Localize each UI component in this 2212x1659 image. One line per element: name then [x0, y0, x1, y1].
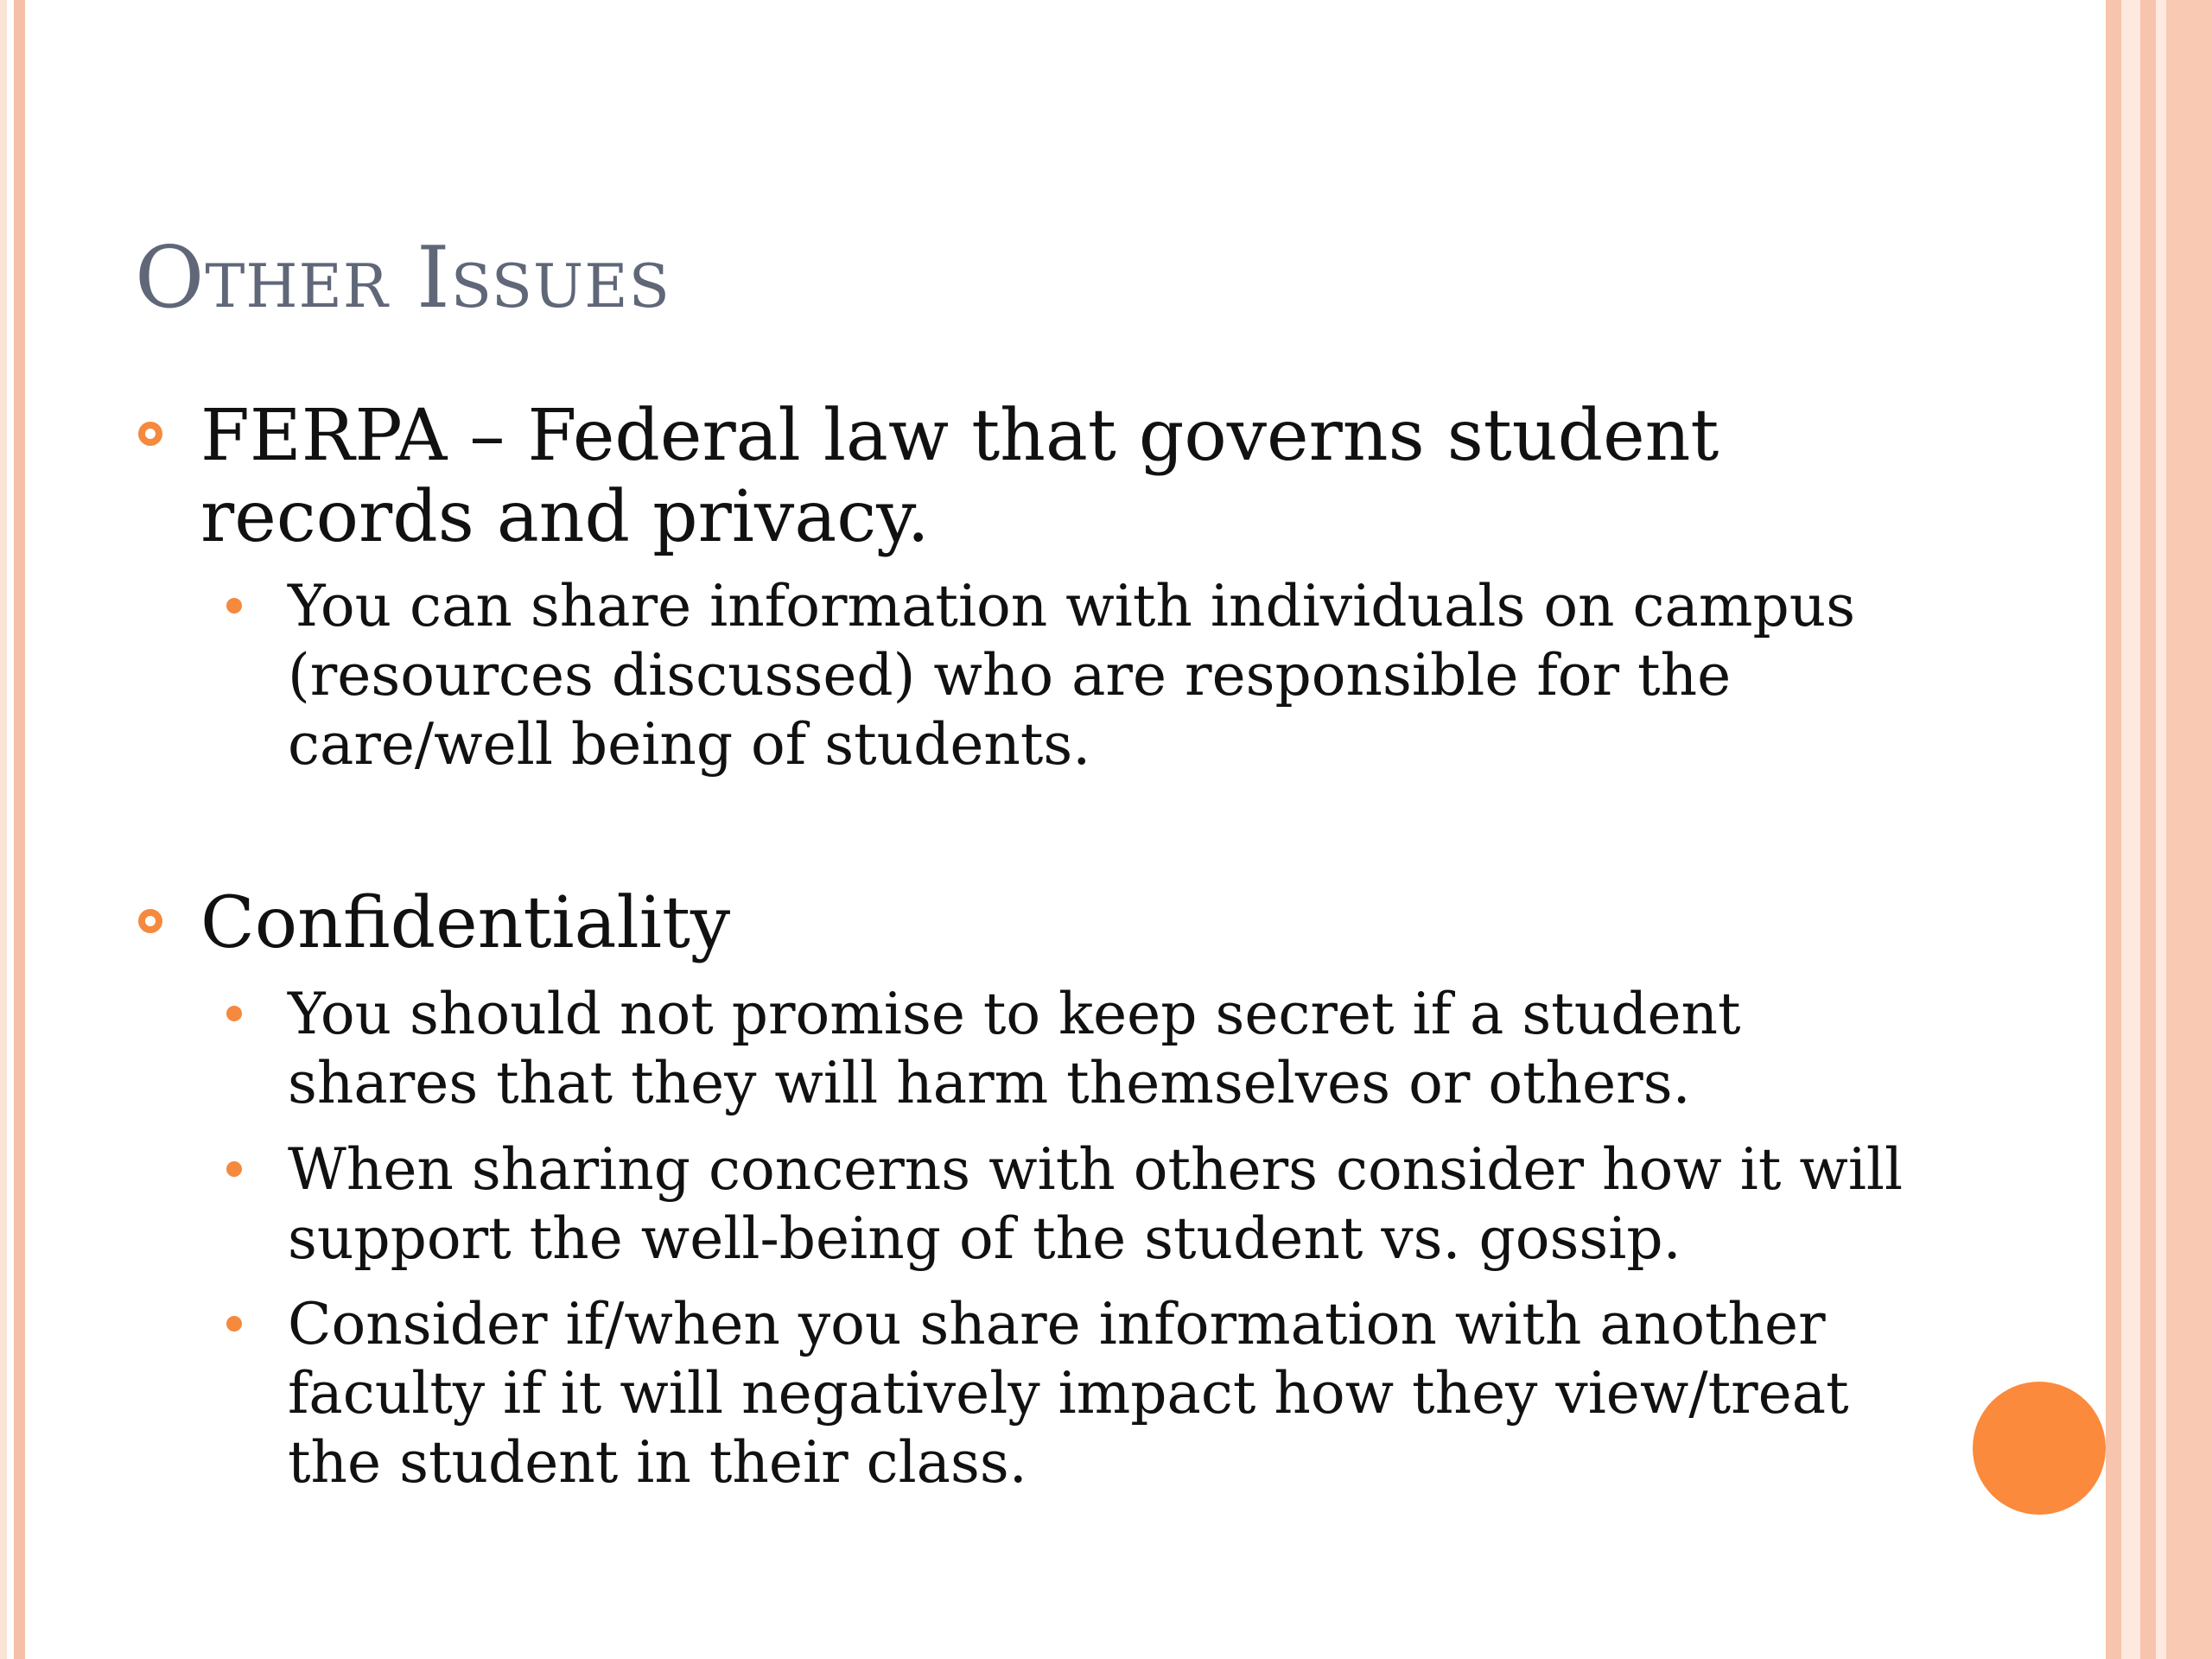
dot-bullet-icon — [226, 598, 242, 613]
bullet-text: FERPA – Federal law that governs student records and privacy. — [200, 395, 1719, 558]
dot-bullet-icon — [226, 1316, 242, 1332]
dot-bullet-icon — [226, 1161, 242, 1177]
sub-bullet-item — [288, 980, 1929, 1118]
ring-bullet-icon — [138, 422, 162, 446]
right-border-stripe — [2121, 0, 2140, 1659]
right-border-stripe — [2140, 0, 2156, 1659]
ring-bullet-icon — [138, 909, 162, 933]
bullet-item — [200, 883, 1842, 964]
sub-bullet-text: When sharing concerns with others consider how it will support the well-being of the student vs. gossip. — [288, 1136, 1904, 1272]
left-border-stripe — [14, 0, 25, 1659]
accent-circle-decoration — [1973, 1382, 2106, 1515]
right-border-stripe — [2166, 0, 2212, 1659]
sub-bullet-item — [288, 1135, 1929, 1274]
sub-bullet-item — [288, 572, 1929, 779]
right-border-stripe — [2156, 0, 2166, 1659]
sub-bullet-text: You should not promise to keep secret if a student shares that they will harm themselves or others. — [288, 981, 1741, 1116]
sub-bullet-text: Consider if/when you share information with another faculty if it will negatively impact how they view/treat the student in their class. — [288, 1291, 1849, 1496]
slide-title: Other Issues — [135, 229, 671, 327]
sub-bullet-item — [288, 1290, 1929, 1497]
bullet-item — [200, 396, 1842, 558]
left-border-decoration — [0, 0, 7, 1659]
bullet-text: Confidentiality — [200, 882, 731, 964]
sub-bullet-text: You can share information with individuals on campus (resources discussed) who are responsible for the care/well being of students. — [288, 573, 1856, 778]
right-border-stripe — [2106, 0, 2121, 1659]
dot-bullet-icon — [226, 1006, 242, 1021]
